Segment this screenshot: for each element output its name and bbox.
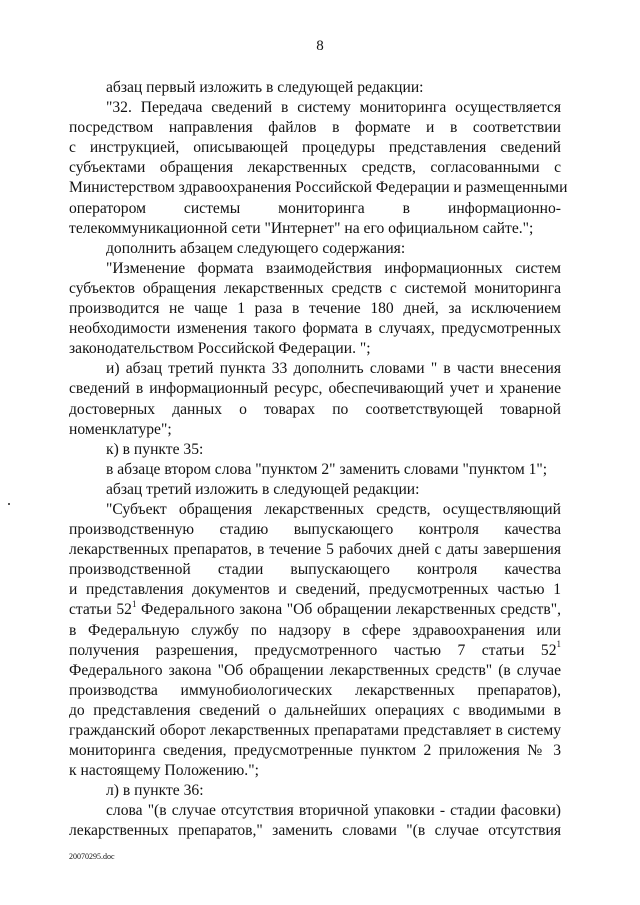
text-line: л) в пункте 36: (106, 782, 204, 800)
text-line: производственной стадии выпускающего контроля качества (69, 561, 561, 579)
text-line: слова "(в случае отсутствия вторичной упаковки - стадии фасовки) (106, 802, 561, 820)
page-number: 8 (316, 38, 324, 54)
text-line: дополнить абзацем следующего содержания: (106, 239, 406, 257)
text-line: достоверных данных о товарах по соответствующей товарной (69, 400, 561, 418)
text-line: Федерального закона "Об обращении лекарственных средств" (в случае (69, 661, 561, 679)
text-line: в Федеральную службу по надзору в сфере здравоохранения или (69, 621, 561, 639)
text-line: сведений в информационный ресурс, обеспечивающий учет и хранение (69, 380, 561, 398)
text-line: получения разрешения, предусмотренного частью 7 статьи $52^1$ (69, 639, 561, 659)
text-line: посредством направления файлов в формате и в соответствии (69, 119, 561, 137)
text-line: лекарственных препаратов," заменить словами "(в случае отсутствия (69, 822, 561, 840)
text-line: производственную стадию выпускающего контроля качества (69, 521, 561, 539)
text-line: "Изменение формата взаимодействия информационных систем (106, 259, 561, 277)
text-line: оператором системы мониторинга в информационно- (69, 199, 561, 217)
margin-mark (8, 503, 10, 505)
text-line: мониторинга сведения, предусмотренные пунктом 2 приложения № 3 (69, 742, 561, 760)
text-line: абзац третий изложить в следующей редакции: (106, 480, 420, 498)
text-line: производства иммунобиологических лекарственных препаратов), (69, 681, 561, 699)
text-line: субъектами обращения лекарственных средств, согласованными с (69, 159, 561, 177)
text-line: абзац первый изложить в следующей редакции: (106, 79, 424, 96)
text-line: "32. Передача сведений в систему мониторинга осуществляется (106, 99, 561, 117)
text-line: гражданский оборот лекарственных препаратами представляет в систему (69, 722, 561, 739)
text-line: до представления сведений о дальнейших операциях с вводимыми в (69, 701, 561, 719)
text-line: лекарственных препаратов, в течение 5 рабочих дней с даты завершения (69, 541, 561, 559)
text-line: в абзаце втором слова "пунктом 2" заменить словами "пунктом 1"; (106, 460, 548, 478)
text-line: законодательством Российской Федерации. "; (69, 340, 371, 358)
text-line: Министерством здравоохранения Российской Федерации и размещенными (69, 179, 568, 197)
file-name-footer: 20070295.doc (69, 852, 115, 861)
text-line: "Субъект обращения лекарственных средств, осуществляющий (106, 500, 561, 518)
text-line: к настоящему Положению."; (69, 762, 259, 780)
text-line: производится не чаще 1 раза в течение 180 дней, за исключением (69, 300, 561, 318)
text-line: телекоммуникационной сети "Интернет" на его официальном сайте."; (69, 219, 534, 237)
superscript: 1 (556, 639, 561, 650)
text-line: субъектов обращения лекарственных средств с системой мониторинга (69, 279, 561, 297)
text-line: статьи $52^1$ Федерального закона "Об обращении лекарственных средств", (69, 599, 561, 619)
text-line: необходимости изменения такого формата в случаях, предусмотренных (69, 320, 561, 338)
text-line: и представления документов и сведений, предусмотренных частью 1 (69, 581, 561, 599)
text-line: с инструкцией, описывающей процедуры представления сведений (69, 139, 561, 157)
text-line: номенклатуре"; (69, 420, 172, 438)
superscript: 1 (131, 599, 137, 610)
text-line: и) абзац третий пункта 33 дополнить словами " в части внесения (106, 360, 561, 378)
document-body (69, 78, 568, 842)
text-line: к) в пункте 35: (106, 440, 204, 458)
